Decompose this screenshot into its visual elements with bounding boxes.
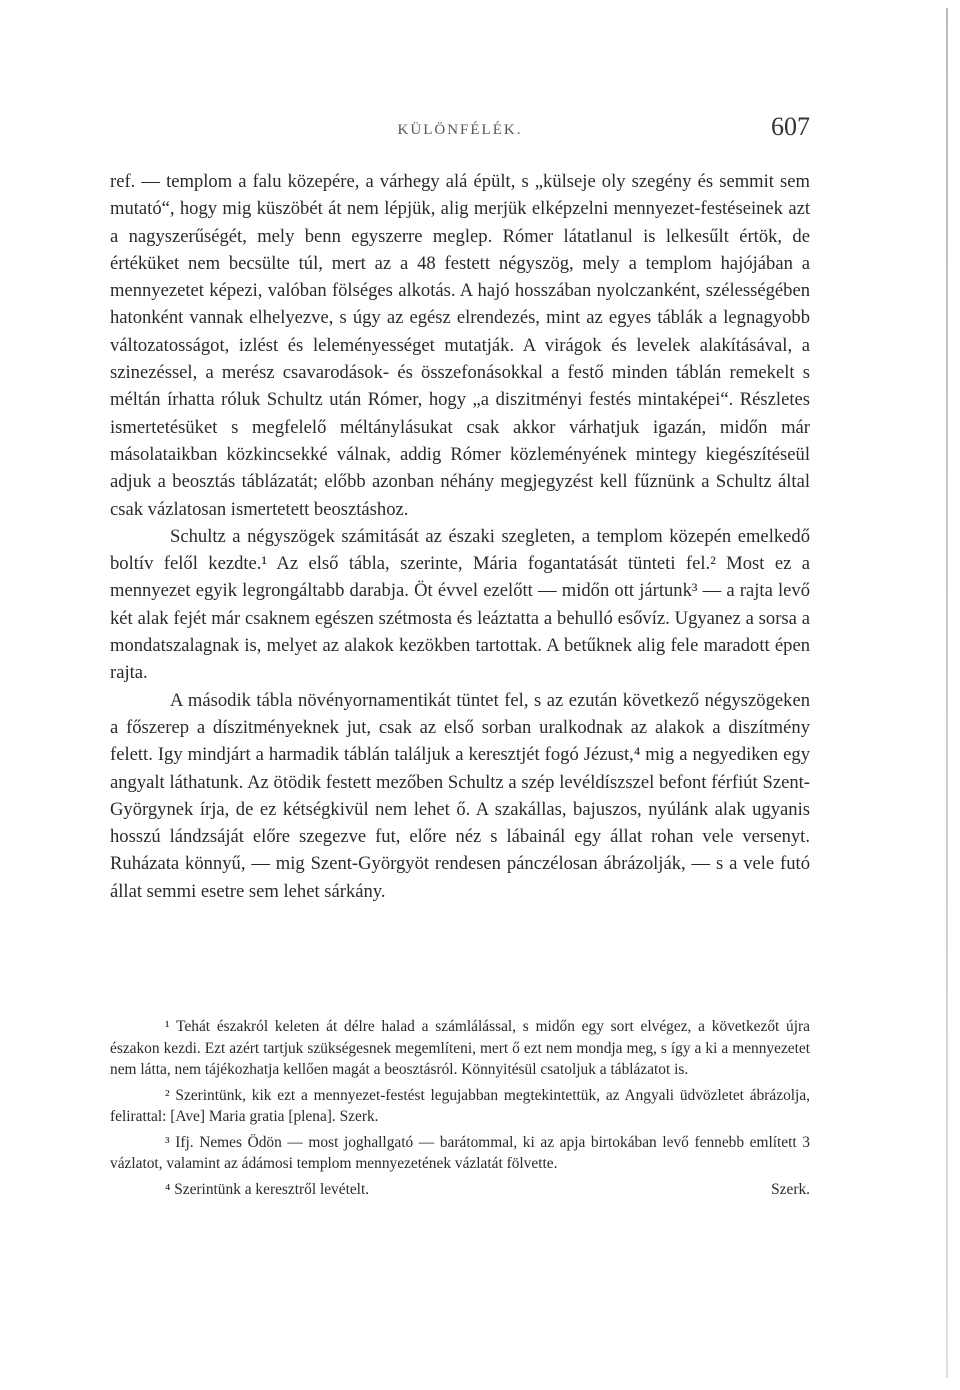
paragraph-3: A második tábla növényornamentikát tüntet fel, s az ezután következő négyszögeken a főszerep a díszitményeknek jut, csak az első sorban uralkodnak az alakok a diszítmény felett. Igy mindjárt a harmadik táblán találjuk a keresztjét fogó Jézust,⁴ mig a negyediken egy angyalt láthatunk. Az ötödik festett mezőben Schultz a szép levéldíszszel befont férfiút Szent-Györgynek írja, de ez kétségkivül nem lehet ő. A szakállas, bajuszos, nyúlánk alak ugyanis hosszú lándzsáját előre szegezve fut, előre néz s lábainál egy állat rohan vele versenyt. Ruházata könnyű, — mig Szent-Györgyöt rendesen pánczélosan ábrázolják, — s a vele futó állat semmi esetre sem lehet sárkány. <box>110 689 810 902</box>
footnotes <box>110 1016 810 1200</box>
main-text <box>110 168 810 905</box>
footnote-3: ³ Ifj. Nemes Ödön — most joghallgató — barátommal, ki az apja birtokában levő fennebb említett 3 vázlatot, valamint az ádámosi templom mennyezetének vázlatát fölvette. <box>110 1133 810 1172</box>
footnote-4 <box>110 1179 810 1201</box>
running-head: KÜLÖNFÉLÉK. <box>397 122 523 138</box>
page-edge-shadow <box>946 8 948 1378</box>
footnote-2: ² Szerintünk, kik ezt a mennyezet-festést legujabban megtekintettük, az Angyali üdvözletet ábrázolja, felirattal: [Ave] Maria gratia [plena]. Szerk. <box>110 1086 810 1125</box>
footnote-1: ¹ Tehát északról keleten át délre halad a számlálással, s midőn egy sort elvégez, a következőt újra északon kezdi. Ezt azért tartjuk szükségesnek megemlíteni, mert ő ezt nem mondja meg, s így a ki a mennyezetet nem látta, nem tájékozhatja kellően magát a beosztásról. Könnyitésül csatoljuk a táblázatot is. <box>110 1018 810 1078</box>
paragraph-2: Schultz a négyszögek számitását az északi szegleten, a templom közepén emelkedő boltív felől kezdte.¹ Az első tábla, szerinte, Mária fogantatását tünteti fel.² Most ez a mennyezet egyik legrongáltabb darabja. Öt évvel ezelőtt — midőn ott jártunk³ — a rajta levő két alak fejét már csaknem egészen szétmosta és leáztatta a behulló esővíz. Ugyanez a sorsa a mondatszalagnak is, melyet az alakok kezökben tartottak. A betűknek alig fele maradott épen rajta. <box>110 525 810 684</box>
footnote-4-signature: Szerk. <box>771 1180 810 1198</box>
footnote-4-text: ⁴ Szerintünk a keresztről levételt. <box>165 1180 370 1198</box>
page-number: 607 <box>771 112 810 141</box>
page-header <box>110 110 810 150</box>
paragraph-1: ref. — templom a falu közepére, a várhegy alá épült, s „külseje oly szegény és semmit sem mutató“, hogy mig küszöbét át nem lépjük, alig merjük elképzelni mennyezet-festéseinek azt a nagyszerűségét, mely benn egyszerre meglep. Rómer látatlanul is lelkesűlt értök, de értéküket nem becsülte túl, mert az a 48 festett négyszög, mely a templom hajójában a mennyezetet képezi, valóban fölséges alkotás. A hajó hosszában nyolczanként, szélességében hatonként vannak elhelyezve, s úgy az egész elrendezés, mint az egyes táblák a legnagyobb változatosságot, izlést és leleményességet mutatják. A virágok és levelek alakításával, a szinezéssel, a merész csavarodások- és összefonásokkal a festő minden táblán remekelt s méltán írhatta róluk Schultz után Rómer, hogy „a diszitményi festés mintaképei“. Részletes ismertetésüket s megfelelő méltánylásukat csak akkor várhatjuk igazán, midőn már másolataikban közkincsekké válnak, addig Rómer közleményének mintegy kiegészítéseül adjuk a beosztás táblázatát; előbb azonban néhány megjegyzést kell fűznünk a Schultz által csak vázlatosan ismertetett beosztáshoz. <box>110 171 810 520</box>
